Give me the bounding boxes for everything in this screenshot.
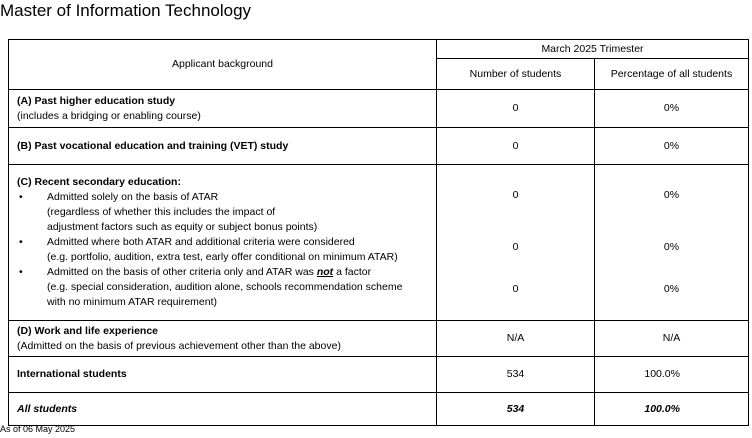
row-c-item-3-prefix: Admitted on the basis of other criteria only and ATAR was bbox=[47, 266, 317, 278]
applicant-background-header: Applicant background bbox=[9, 40, 437, 90]
row-c-percentage-cell bbox=[595, 165, 749, 321]
table-row bbox=[9, 90, 749, 128]
row-c-background bbox=[9, 165, 437, 321]
all-students-label: All students bbox=[9, 393, 437, 426]
table-header-row bbox=[9, 40, 749, 59]
row-c-item-3-line-1 bbox=[47, 265, 428, 280]
number-of-students-header: Number of students bbox=[437, 59, 595, 90]
trimester-header: March 2025 Trimester bbox=[437, 40, 749, 59]
row-c-bullet-list bbox=[17, 190, 428, 310]
page-title: Master of Information Technology bbox=[0, 1, 252, 20]
percentage-header: Percentage of all students bbox=[595, 59, 749, 90]
row-d-number: N/A bbox=[437, 321, 595, 357]
table-row bbox=[9, 321, 749, 357]
row-d-background bbox=[9, 321, 437, 357]
row-a-percentage: 0% bbox=[595, 90, 749, 128]
row-c-item-3-emphasis: not bbox=[316, 266, 334, 278]
row-c-item-2-line-1: • Admitted where both ATAR and additional criteria were considered bbox=[47, 236, 355, 248]
row-d-percentage: N/A bbox=[595, 321, 749, 357]
row-a-background bbox=[9, 90, 437, 128]
international-students-number: 534 bbox=[437, 357, 595, 393]
row-c-item-3-suffix: a factor bbox=[333, 266, 372, 278]
row-d-note: (Admitted on the basis of previous achievement other than the above) bbox=[17, 339, 341, 352]
row-c-item-2-percentage: 0% bbox=[663, 241, 680, 253]
row-c-number-cell bbox=[437, 165, 595, 321]
row-a-note: (includes a bridging or enabling course) bbox=[17, 109, 201, 122]
row-c-item-3-percentage: 0% bbox=[663, 283, 680, 295]
row-c-item-1-line-2: (regardless of whether this includes the impact of bbox=[47, 206, 276, 218]
table-row bbox=[9, 357, 749, 393]
table-row bbox=[9, 128, 749, 165]
row-c-item-2-line-2: (e.g. portfolio, audition, extra test, early offer conditional on minimum ATAR) bbox=[47, 251, 398, 263]
row-c-item-1-line-1: • Admitted solely on the basis of ATAR bbox=[47, 191, 219, 203]
row-d-label: (D) Work and life experience bbox=[17, 324, 159, 337]
row-c-item-3-number: 0 bbox=[512, 283, 519, 295]
row-c-item-1-number: 0 bbox=[512, 189, 519, 201]
row-a-label: (A) Past higher education study bbox=[17, 94, 176, 107]
table-row bbox=[9, 393, 749, 426]
row-c-item-1-line-3: adjustment factors such as equity or subject bonus points) bbox=[47, 221, 318, 233]
international-students-percentage: 100.0% bbox=[595, 357, 749, 393]
row-c-item-3-line-3: with no minimum ATAR requirement) bbox=[47, 296, 217, 308]
row-a-number: 0 bbox=[437, 90, 595, 128]
row-c-item-3-line-2: (e.g. special consideration, audition alone, schools recommendation scheme bbox=[47, 281, 403, 293]
row-b-label: (B) Past vocational education and training (VET) study bbox=[9, 128, 437, 165]
row-c-item-1-percentage: 0% bbox=[663, 189, 680, 201]
applicant-background-table bbox=[8, 39, 749, 426]
row-c-item-2 bbox=[17, 235, 428, 265]
row-c-item-3 bbox=[17, 265, 428, 310]
row-b-number: 0 bbox=[437, 128, 595, 165]
table-row bbox=[9, 165, 749, 321]
as-of-date-footnote: As of 06 May 2025 bbox=[0, 424, 76, 434]
row-c-item-2-number: 0 bbox=[512, 241, 519, 253]
row-b-percentage: 0% bbox=[595, 128, 749, 165]
international-students-label: International students bbox=[9, 357, 437, 393]
all-students-percentage: 100.0% bbox=[595, 393, 749, 426]
row-c-label: (C) Recent secondary education: bbox=[17, 176, 181, 188]
all-students-number: 534 bbox=[437, 393, 595, 426]
row-c-item-1 bbox=[17, 190, 428, 235]
